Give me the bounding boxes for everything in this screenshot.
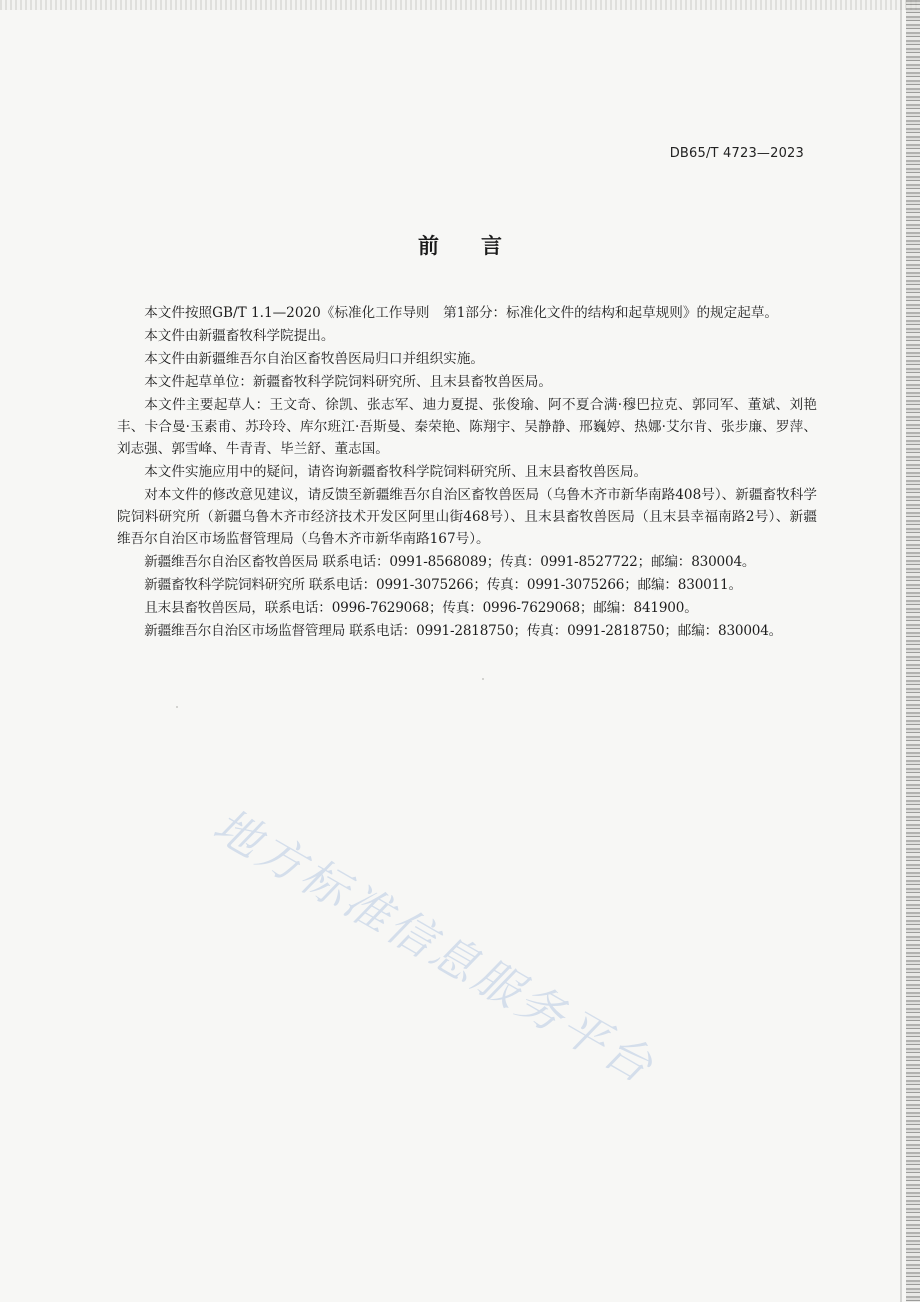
watermark: 地方标准信息服务平台 xyxy=(204,797,665,1095)
paragraph-feedback: 对本文件的修改意见建议，请反馈至新疆维吾尔自治区畜牧兽医局（乌鲁木齐市新华南路408号）、新疆畜牧科学院饲料研究所（新疆乌鲁木齐市经济技术开发区阿里山街468号）、且末县畜牧兽医局（且末县幸福南路2号）、新疆维吾尔自治区市场监督管理局（乌鲁木齐市新华南路167号）。 xyxy=(117,487,817,547)
paragraph-drafters: 本文件主要起草人：王文奇、徐凯、张志军、迪力夏提、张俊瑜、阿不夏合满·穆巴拉克、郭同军、董斌、刘艳丰、卡合曼·玉素甫、苏玲玲、库尔班江·吾斯曼、秦荣艳、陈翔宇、吴静静、邢巍婷、热娜·艾尔肯、张步廉、罗萍、刘志强、郭雪峰、牛青青、毕兰舒、董志国。 xyxy=(117,397,817,457)
paragraph-proposer: 本文件由新疆畜牧科学院提出。 xyxy=(144,328,335,344)
scan-speck xyxy=(482,678,484,680)
scan-right-edge xyxy=(906,0,920,1302)
contact-line: 新疆维吾尔自治区市场监督管理局 联系电话：0991-2818750；传真：0991-2818750；邮编：830004。 xyxy=(144,623,783,639)
foreword-body xyxy=(117,302,817,643)
contact-line: 新疆畜牧科学院饲料研究所 联系电话：0991-3075266；传真：0991-3075266；邮编：830011。 xyxy=(144,577,742,593)
paragraph-inquiries: 本文件实施应用中的疑问，请咨询新疆畜牧科学院饲料研究所、且末县畜牧兽医局。 xyxy=(144,464,648,480)
scan-top-edge xyxy=(0,0,920,10)
paragraph-drafting-rules: 本文件按照GB/T 1.1—2020《标准化工作导则 第1部分：标准化文件的结构和起草规则》的规定起草。 xyxy=(144,305,779,321)
scan-speck xyxy=(176,706,178,708)
paragraph-administrator: 本文件由新疆维吾尔自治区畜牧兽医局归口并组织实施。 xyxy=(144,351,485,367)
contact-line: 新疆维吾尔自治区畜牧兽医局 联系电话：0991-8568089；传真：0991-8527722；邮编：830004。 xyxy=(144,554,756,570)
paragraph-drafting-units: 本文件起草单位：新疆畜牧科学院饲料研究所、且末县畜牧兽医局。 xyxy=(144,374,552,390)
scan-binding-line xyxy=(900,0,902,1302)
page-title: 前言 xyxy=(418,234,544,258)
contact-line: 且末县畜牧兽医局，联系电话：0996-7629068；传真：0996-7629068；邮编：841900。 xyxy=(144,600,698,616)
document-code: DB65/T 4723—2023 xyxy=(669,146,804,161)
